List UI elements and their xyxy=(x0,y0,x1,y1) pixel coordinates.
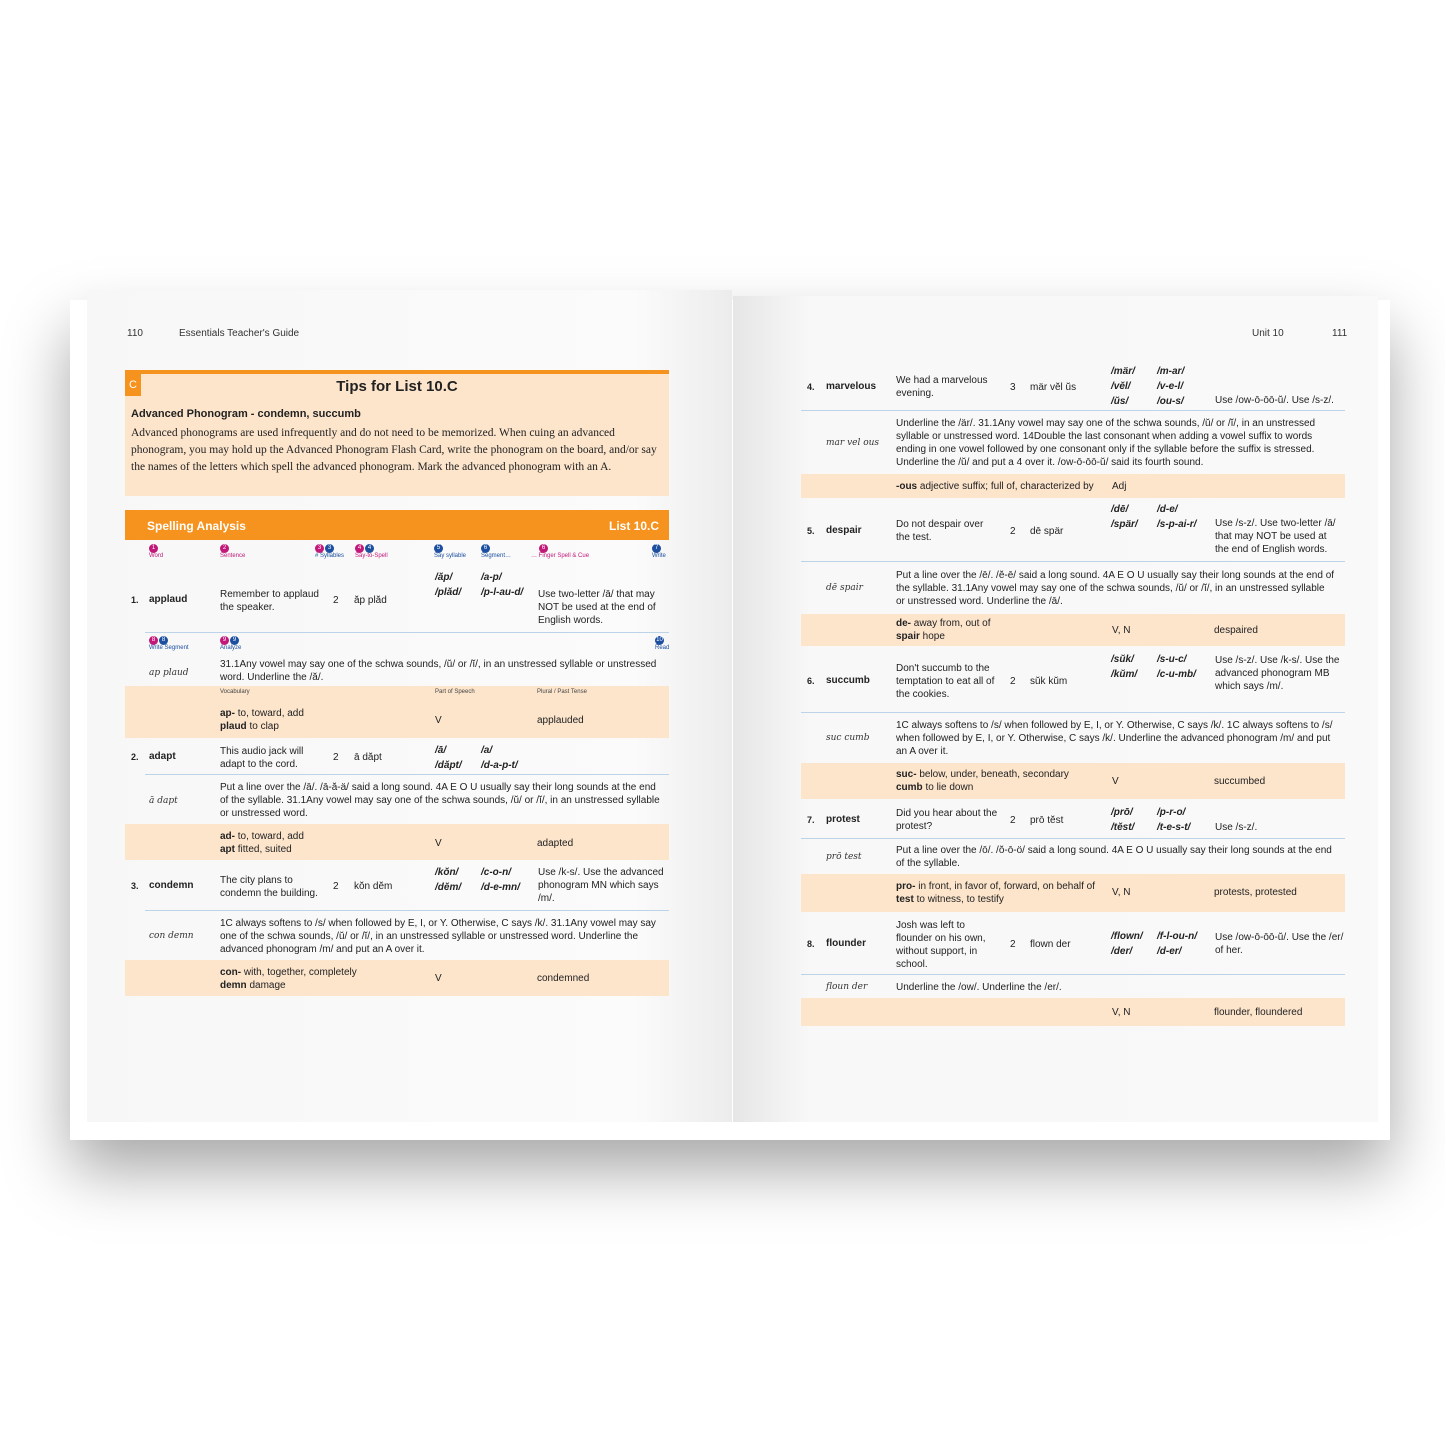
plural-header: Plural / Past Tense xyxy=(537,689,587,695)
unit-label: Unit 10 xyxy=(1252,328,1284,339)
part-of-speech: V xyxy=(435,973,442,984)
entry-cue: Use /k-s/. Use the advanced phonogram MN which says /m/. xyxy=(538,867,664,904)
row-divider xyxy=(801,712,1345,713)
entry-syllables: 2 xyxy=(1010,939,1016,950)
plural: protests, protested xyxy=(1214,887,1297,898)
step-segment: 6 Segment… xyxy=(481,545,512,559)
segment: /c-o-n/ /d-e-mn/ xyxy=(481,867,520,893)
entry-number: 7. xyxy=(807,815,815,825)
segment: /m-ar/ /v-e-l/ /ou-s/ xyxy=(1157,366,1185,407)
plural: despaired xyxy=(1214,625,1258,636)
vocab-band xyxy=(125,960,669,996)
part-of-speech: V xyxy=(1112,776,1119,787)
plural: flounder, floundered xyxy=(1214,1007,1303,1018)
say-syllable: /dē/ /spär/ xyxy=(1111,504,1138,530)
entry-cue: Use two-letter /ā/ that may NOT be used at the end of English words. xyxy=(538,589,656,626)
entry-sentence: Josh was left to flounder on his own, without support, in school. xyxy=(896,920,986,970)
entry-sentence: Remember to applaud the speaker. xyxy=(220,589,319,613)
handwriting: suc cumb xyxy=(826,733,870,743)
step-write-segment: 8 8 Write Segment xyxy=(149,637,189,651)
step-analyze: 9 9 Analyze xyxy=(220,637,242,651)
entry-number: 1. xyxy=(131,595,139,605)
row-divider xyxy=(801,974,1345,975)
entry-cue: Use /s-z/. Use /k-s/. Use the advanced phonogram MB which says /m/. xyxy=(1215,655,1340,692)
vocab-entry: con- with, together, completely demn damage xyxy=(220,967,357,991)
entry-analysis: 31.1Any vowel may say one of the schwa sounds, /ŭ/ or /ĭ/, in an unstressed syllable or unstressed word. Underline the /ă/. xyxy=(220,659,657,683)
entry-sentence: Did you hear about the protest? xyxy=(896,808,998,832)
entry-word: succumb xyxy=(826,675,870,686)
entry-number: 6. xyxy=(807,676,815,686)
step-finger-spell: 6 … Finger Spell & Cue xyxy=(531,545,590,559)
step-write: 7 Write xyxy=(652,545,666,559)
plural: applauded xyxy=(537,715,584,726)
entry-syllables: 2 xyxy=(333,595,339,606)
step-syllables: 3 3 # Syllables xyxy=(315,545,345,559)
part-of-speech: V xyxy=(435,838,442,849)
segment: /d-e/ /s-p-ai-r/ xyxy=(1157,504,1197,530)
entry-analysis: Put a line over the /ē/. /ĕ-ē/ said a long sound. 4A E O U usually say their long sounds at the end of the syllable. 31.1Any vowel may say one of the schwa sounds, /ŭ/ or /ĭ/, in an unstressed syllable or unstressed word. Underline the /ā/. xyxy=(896,570,1335,607)
spelling-analysis-header xyxy=(125,510,669,540)
page-number: 111 xyxy=(1332,328,1348,339)
entry-analysis: 1C always softens to /s/ when followed by E, I, or Y. Otherwise, C says /k/. 31.1Any vowel may say one of the schwa sounds, /ŭ/ or /ĭ/, in an unstressed syllable or unstressed word. Underline the advanced phonogram /m/ and put an A over it. xyxy=(220,918,656,955)
part-of-speech: Adj xyxy=(1112,481,1127,492)
entry-word: flounder xyxy=(826,938,866,949)
tips-box xyxy=(125,374,669,496)
book-title: Essentials Teacher's Guide xyxy=(179,328,300,339)
segment: /p-r-o/ /t-e-s-t/ xyxy=(1157,807,1191,833)
say-syllable: /mär/ /vĕl/ /ŭs/ xyxy=(1111,366,1135,407)
entry-say: ā dăpt xyxy=(354,752,382,763)
part-of-speech: V, N xyxy=(1112,887,1131,898)
plural: succumbed xyxy=(1214,776,1266,787)
step-word: 1 Word xyxy=(149,545,164,559)
vocab-entry: suc- below, under, beneath, secondary cumb to lie down xyxy=(896,769,1069,793)
entry-syllables: 2 xyxy=(1010,526,1016,537)
vocab-entry: ad- to, toward, add apt fitted, suited xyxy=(220,831,304,855)
tips-body: Advanced phonograms are used infrequently and do not need to be memorized. When cuing an advanced phonogram, you may hold up the Advanced Phonogram Flash Card, write the phonogram on the board, and/or say the names of the letters which spell the advanced phonogram. Mark the advanced phonogram with an A. xyxy=(131,427,657,473)
entry-sentence: The city plans to condemn the building. xyxy=(220,875,318,899)
pos-header: Part of Speech xyxy=(435,689,475,695)
part-of-speech: V, N xyxy=(1112,1007,1131,1018)
entry-number: 4. xyxy=(807,382,815,392)
entry-sentence: We had a marvelous evening. xyxy=(896,375,988,399)
row-divider xyxy=(801,561,1345,562)
say-syllable: /prō/ /tĕst/ xyxy=(1111,807,1135,833)
entry-sentence: Do not despair over the test. xyxy=(896,519,984,543)
segment: /s-u-c/ /c-u-mb/ xyxy=(1157,654,1196,680)
handwriting: ap plaud xyxy=(149,668,189,678)
handwriting: con demn xyxy=(149,931,194,941)
entry-say: kŏn dĕm xyxy=(354,881,393,892)
vocab-band xyxy=(801,614,1345,646)
entry-word: condemn xyxy=(149,880,194,891)
segment: /f-l-ou-n/ /d-er/ xyxy=(1157,931,1197,957)
vocab-entry: ap- to, toward, add plaud to clap xyxy=(220,708,304,732)
entry-analysis: 1C always softens to /s/ when followed by E, I, or Y. Otherwise, C says /k/. 1C always softens to /s/ when followed by E, I, or Y. Otherwise, C says /k/. Underline the advanced phonogram /m/ and put an A over it. xyxy=(896,720,1333,757)
entry-say: sŭk kŭm xyxy=(1030,676,1068,687)
tips-subtitle: Advanced Phonogram - condemn, succumb xyxy=(131,408,361,420)
vocab-band xyxy=(125,824,669,860)
entry-syllables: 2 xyxy=(1010,676,1016,687)
segment: /a/ /d-a-p-t/ xyxy=(481,745,518,771)
entry-word: applaud xyxy=(149,594,188,605)
tips-title: Tips for List 10.C xyxy=(336,378,458,395)
entry-say: flown der xyxy=(1030,939,1071,950)
entry-cue: Use /ow-ō-ōō-ŭ/. Use the /er/ of her. xyxy=(1215,932,1344,956)
plural: condemned xyxy=(537,973,590,984)
say-syllable: /ăp/ /plăd/ xyxy=(435,572,462,598)
vocab-band xyxy=(801,998,1345,1026)
step-say-to-spell: 4 4 Say-to-Spell xyxy=(355,545,388,559)
entry-say: dē spär xyxy=(1030,526,1064,537)
entry-number: 3. xyxy=(131,881,139,891)
entry-sentence: This audio jack will adapt to the cord. xyxy=(220,746,304,770)
entry-analysis: Underline the /ow/. Underline the /er/. xyxy=(896,982,1062,993)
entry-number: 2. xyxy=(131,752,139,762)
say-syllable: /flown/ /der/ xyxy=(1111,931,1143,957)
vocab-entry: -ous adjective suffix; full of, characterized by xyxy=(896,481,1094,492)
handwriting: mar vel ous xyxy=(826,438,880,448)
handwriting: dē spair xyxy=(826,583,863,593)
entry-word: protest xyxy=(826,814,860,825)
entry-analysis: Put a line over the /ō/. /ŏ-ō-ö/ said a long sound. 4A E O U usually say their long sounds at the end of the syllable. xyxy=(896,845,1332,869)
handwriting: prō test xyxy=(826,852,862,862)
part-of-speech: V, N xyxy=(1112,625,1131,636)
row-divider xyxy=(145,632,669,633)
entry-analysis: Put a line over the /ā/. /ā-ă-ä/ said a long sound. 4A E O U usually say their long sounds at the end of the syllable. 31.1Any vowel may say one of the schwa sounds, /ŭ/ or /ĭ/, in an unstressed syllable or unstressed word. xyxy=(220,782,660,819)
vocab-band xyxy=(125,686,669,738)
entry-number: 8. xyxy=(807,939,815,949)
plural: adapted xyxy=(537,838,574,849)
entry-word: despair xyxy=(826,525,862,536)
say-syllable: /ā/ /dăpt/ xyxy=(435,745,462,771)
left-page xyxy=(87,290,732,1122)
say-syllable: /kŏn/ /dĕm/ xyxy=(435,867,462,893)
entry-say: mär vĕl ŭs xyxy=(1030,382,1077,393)
entry-word: adapt xyxy=(149,751,176,762)
vocab-header: Vocabulary xyxy=(220,689,250,695)
vocab-band xyxy=(801,763,1345,799)
step-say-syllable: 5 Say syllable xyxy=(434,545,467,559)
right-page xyxy=(733,296,1378,1122)
entry-say: ăp plăd xyxy=(354,595,387,606)
handwriting: ā dapt xyxy=(149,796,178,806)
entry-cue: Use /ow-ō-ōō-ŭ/. Use /s-z/. xyxy=(1215,395,1334,406)
row-divider xyxy=(801,410,1345,411)
entry-analysis: Underline the /är/. 31.1Any vowel may say one of the schwa sounds, /ŭ/ or /ĭ/, in an unstressed syllable or unstressed word. 14Double the last consonant when adding a vowel suffix to words ending in one vowel followed by one consonant only if the syllable before the suffix is stressed. Underline the /ŭ/ and put a 4 over it. /ow-ō-ōō-ŭ/ said its fourth sound. xyxy=(896,418,1316,468)
segment: /a-p/ /p-l-au-d/ xyxy=(481,572,524,598)
vocab-band xyxy=(801,474,1345,498)
entry-say: prō tĕst xyxy=(1030,815,1064,826)
vocab-entry: pro- in front, in favor of, forward, on behalf of test to witness, to testify xyxy=(896,881,1095,905)
step-sentence: 2 Sentence xyxy=(220,545,246,559)
entry-sentence: Don't succumb to the temptation to eat all of the cookies. xyxy=(896,663,995,700)
say-syllable: /sŭk/ /kŭm/ xyxy=(1111,654,1138,680)
entry-syllables: 3 xyxy=(1010,382,1016,393)
section-letter: C xyxy=(125,374,141,396)
entry-number: 5. xyxy=(807,526,815,536)
vocab-entry: de- away from, out of spair hope xyxy=(896,618,991,642)
spelling-analysis-title: Spelling Analysis xyxy=(147,519,246,533)
entry-syllables: 2 xyxy=(333,881,339,892)
row-divider xyxy=(145,774,669,775)
entry-cue: Use /s-z/. xyxy=(1215,822,1258,833)
vocab-band xyxy=(801,874,1345,912)
row-divider xyxy=(145,910,669,911)
page-number: 110 xyxy=(127,328,143,339)
part-of-speech: V xyxy=(435,715,442,726)
row-divider xyxy=(801,838,1345,839)
entry-syllables: 2 xyxy=(333,752,339,763)
list-title: List 10.C xyxy=(608,519,659,533)
step-read: 10 Read xyxy=(655,637,670,651)
entry-cue: Use /s-z/. Use two-letter /ā/ that may NOT be used at the end of English words. xyxy=(1215,518,1336,555)
handwriting: floun der xyxy=(826,982,868,992)
entry-word: marvelous xyxy=(826,381,877,392)
entry-syllables: 2 xyxy=(1010,815,1016,826)
